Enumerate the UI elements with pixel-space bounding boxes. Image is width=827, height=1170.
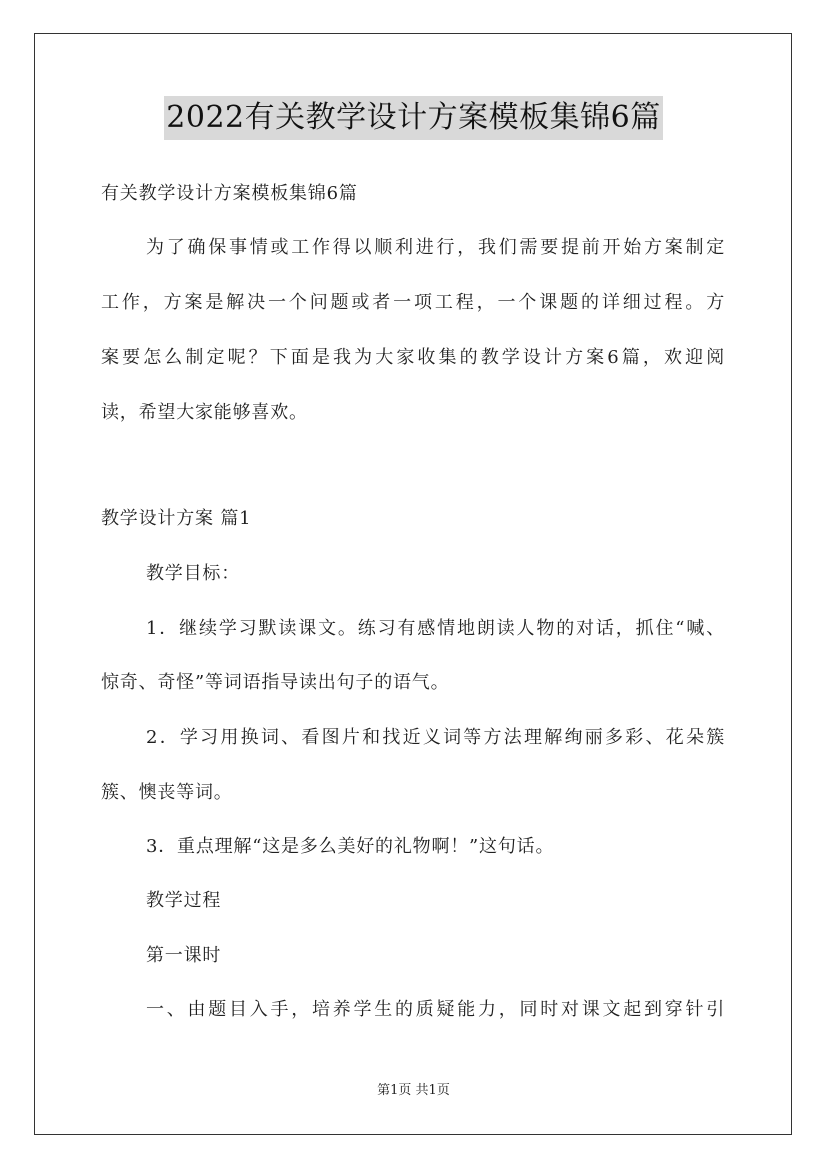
- goal-1-line-2: 惊奇、奇怪”等词语指导读出句子的语气。: [101, 672, 450, 693]
- goal-1-line-1: 1．继续学习默读课文。练习有感情地朗读人物的对话，抓住“喊、: [146, 618, 725, 639]
- page-footer: 第1页 共1页: [377, 1083, 450, 1098]
- document-subtitle: 有关教学设计方案模板集锦6篇: [101, 183, 358, 204]
- intro-line-3: 案要怎么制定呢？下面是我为大家收集的教学设计方案6篇，欢迎阅: [101, 347, 725, 368]
- document-title: 2022有关教学设计方案模板集锦6篇: [164, 96, 662, 140]
- lesson-heading: 第一课时: [146, 945, 222, 966]
- intro-line-4: 读，希望大家能够喜欢。: [101, 402, 308, 423]
- goal-2-line-2: 簇、懊丧等词。: [101, 782, 233, 803]
- goals-heading: 教学目标：: [146, 563, 240, 584]
- goal-2-line-1: 2．学习用换词、看图片和找近义词等方法理解绚丽多彩、花朵簇: [146, 727, 725, 748]
- title-container: [0, 96, 827, 140]
- intro-line-1: 为了确保事情或工作得以顺利进行，我们需要提前开始方案制定: [146, 237, 725, 258]
- section-heading: 教学设计方案 篇1: [101, 508, 252, 529]
- step-1-line-1: 一、由题目入手，培养学生的质疑能力，同时对课文起到穿针引: [146, 999, 725, 1020]
- intro-line-2: 工作，方案是解决一个问题或者一项工程，一个课题的详细过程。方: [101, 292, 725, 313]
- goal-3: 3．重点理解“这是多么美好的礼物啊！”这句话。: [146, 836, 555, 857]
- process-heading: 教学过程: [146, 890, 222, 911]
